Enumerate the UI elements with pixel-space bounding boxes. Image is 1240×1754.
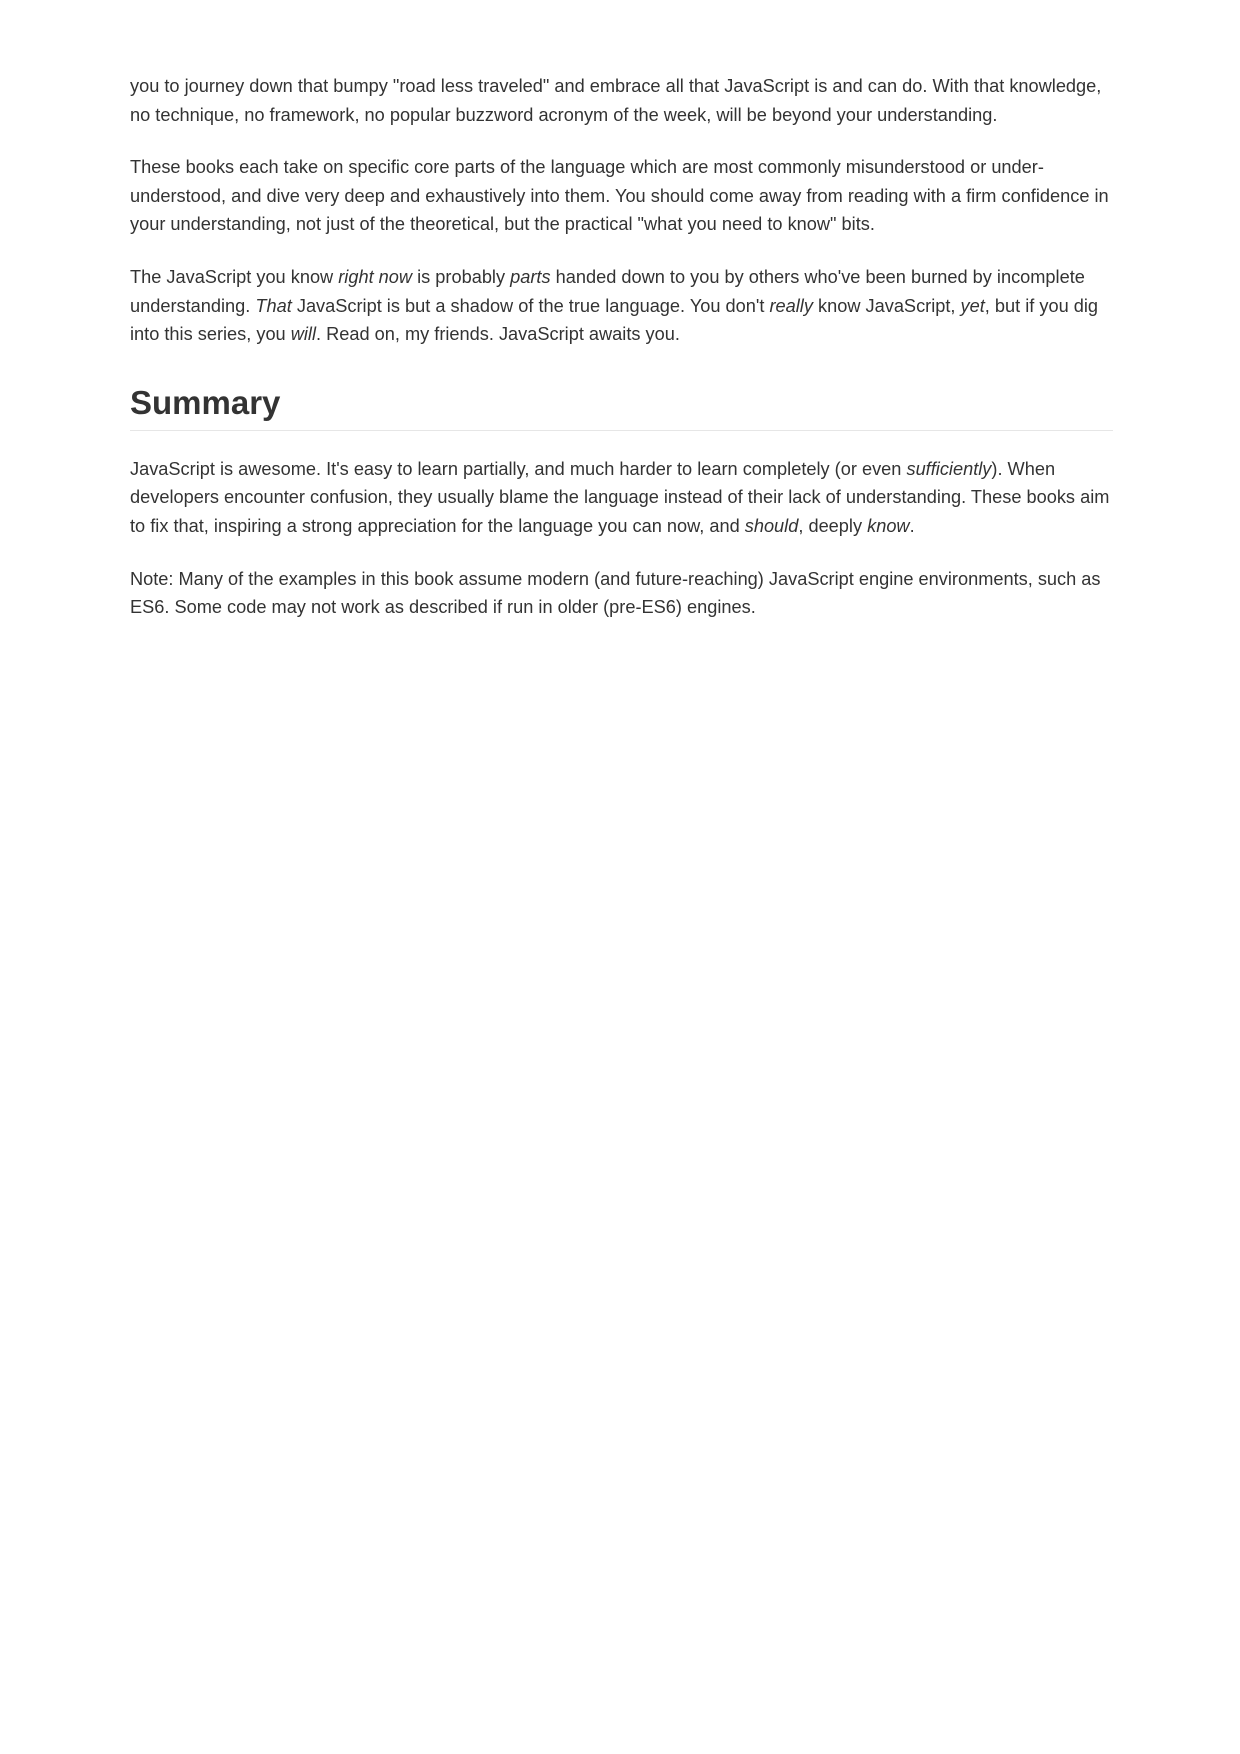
document-page [130, 72, 1113, 646]
emphasis: really [769, 295, 813, 316]
emphasis: should [744, 515, 799, 536]
text-run: ). When developers encounter confusion, they usually blame the language instead of their lack of understanding. These books aim to fix that, inspiring a strong appreciation for the language you can now, and [130, 458, 1110, 536]
text-run: . [909, 515, 915, 536]
intro-paragraph-1: you to journey down that bumpy "road less traveled" and embrace all that JavaScript is and can do. With that knowledge, no technique, no framework, no popular buzzword acronym of the week, will be beyond your understanding. [130, 76, 1102, 125]
text-run: JavaScript is awesome. It's easy to learn partially, and much harder to learn completely (or even [130, 458, 907, 479]
text-run: handed down to you by others who've been burned by incomplete understanding. [130, 266, 1085, 316]
text-run: JavaScript is but a shadow of the true language. You don't [291, 295, 770, 316]
summary-paragraph [130, 455, 1113, 541]
emphasis: right now [338, 266, 413, 287]
text-run: , deeply [798, 515, 868, 536]
emphasis: sufficiently [906, 458, 992, 479]
text-run: The JavaScript you know [130, 266, 339, 287]
intro-paragraph-2: These books each take on specific core parts of the language which are most commonly misunderstood or under-understood, and dive very deep and exhaustively into them. You should come away from reading with a firm confidence in your understanding, not just of the theoretical, but the practical "what you need to know" bits. [130, 157, 1109, 235]
emphasis: yet [960, 295, 985, 316]
summary-heading: Summary [130, 383, 1113, 431]
intro-paragraph-3 [130, 263, 1113, 349]
text-run: is probably [412, 266, 511, 287]
emphasis: know [867, 515, 910, 536]
text-run: , but if you dig into this series, you [130, 295, 1099, 345]
emphasis: parts [510, 266, 551, 287]
note-paragraph: Note: Many of the examples in this book assume modern (and future-reaching) JavaScript engine environments, such as ES6. Some code may not work as described if run in older (pre-ES6) engines. [130, 568, 1101, 618]
emphasis: will [290, 324, 316, 345]
emphasis: That [255, 295, 292, 316]
text-run: know JavaScript, [812, 295, 961, 316]
text-run: . Read on, my friends. JavaScript awaits you. [316, 324, 680, 345]
